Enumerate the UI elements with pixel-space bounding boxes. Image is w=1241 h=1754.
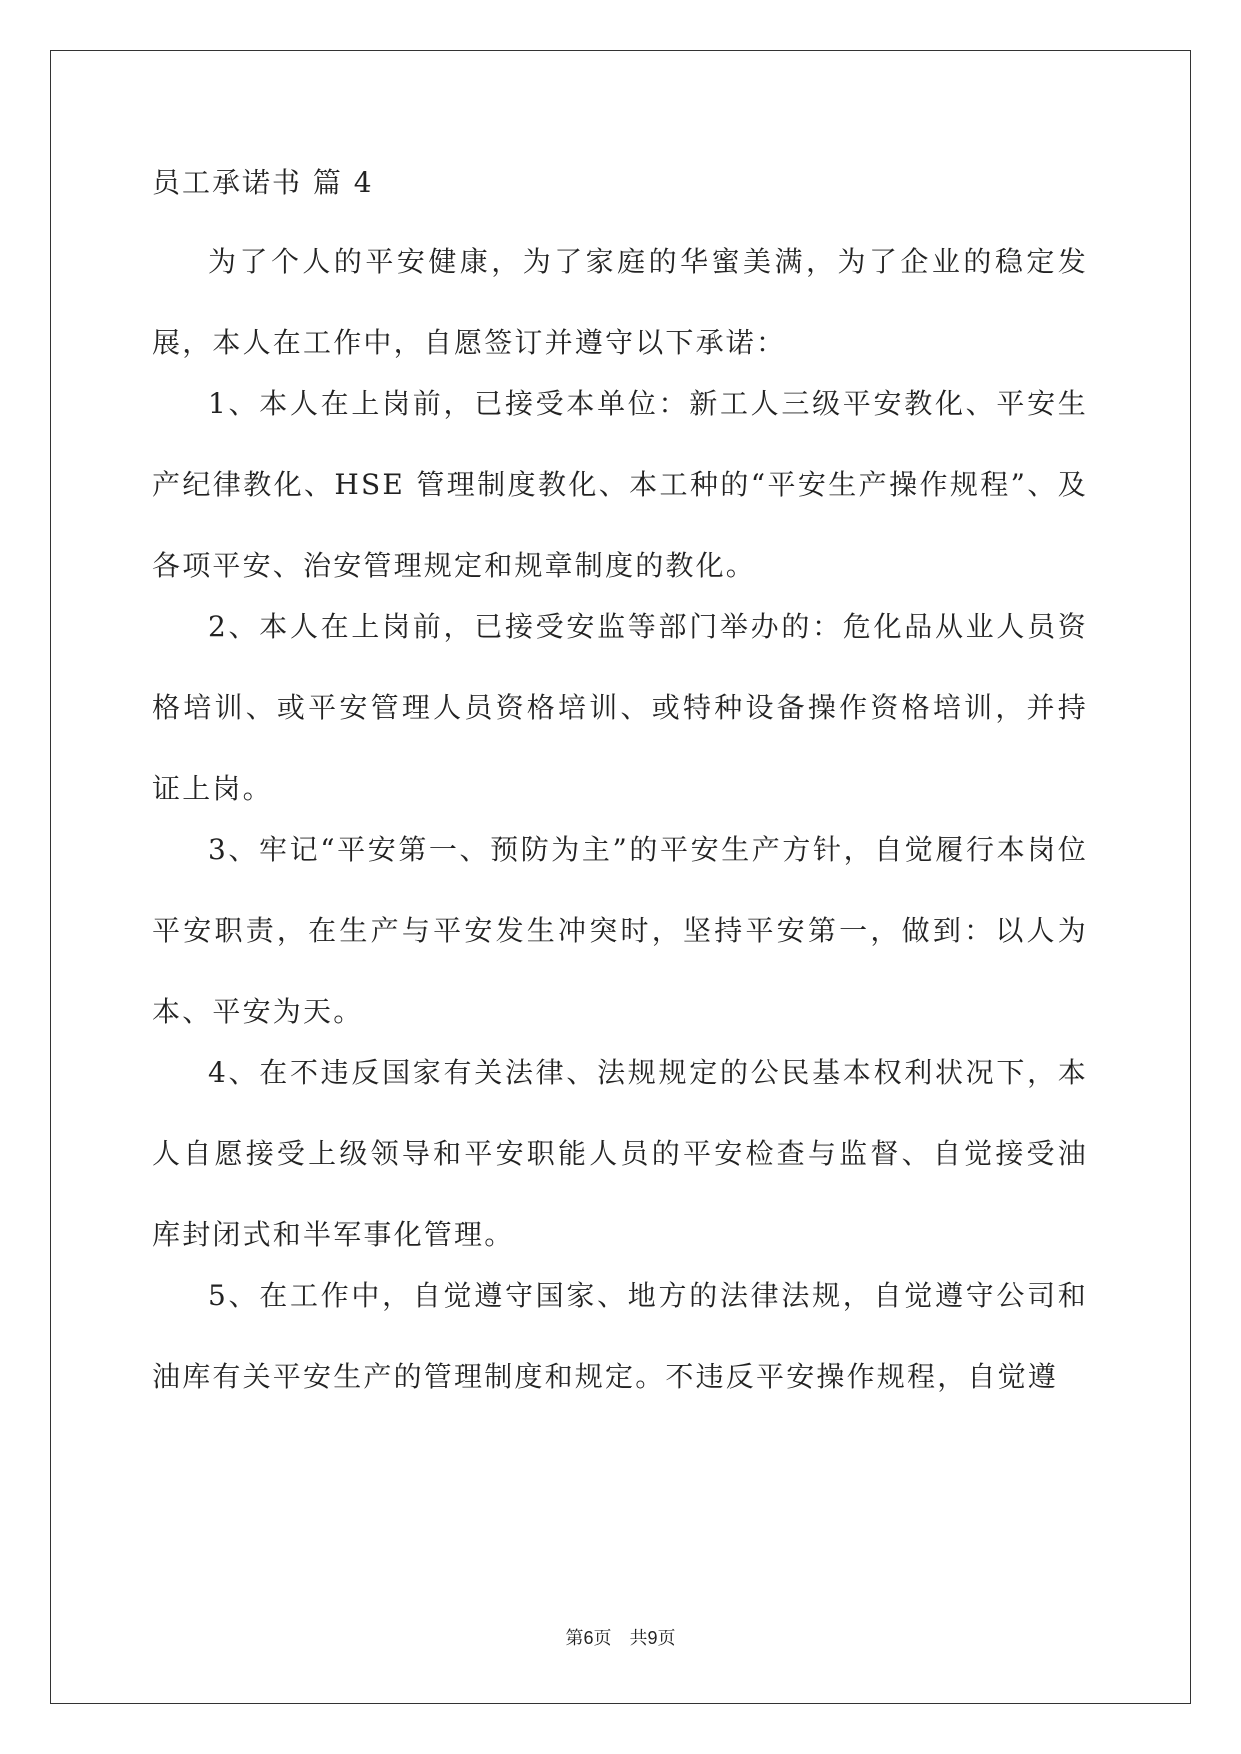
page-footer — [0, 1624, 1241, 1650]
page-prefix: 第 — [565, 1628, 584, 1649]
current-page-number: 6 — [583, 1628, 594, 1648]
page-unit: 页 — [593, 1628, 612, 1649]
document-title: 员工承诺书 篇 4 — [152, 166, 374, 199]
paragraph-intro: 为了个人的平安健康，为了家庭的华蜜美满，为了企业的稳定发展，本人在工作中，自愿签订并遵守以下承诺： — [152, 245, 1088, 359]
total-page-number: 9 — [647, 1628, 658, 1648]
paragraph-item-1: 1、本人在上岗前，已接受本单位：新工人三级平安教化、平安生产纪律教化、HSE 管理制度教化、本工种的“平安生产操作规程”、及各项平安、治安管理规定和规章制度的教化。 — [152, 387, 1088, 582]
document-body — [152, 163, 1088, 1417]
total-prefix: 共 — [629, 1628, 648, 1649]
paragraph-item-2: 2、本人在上岗前，已接受安监等部门举办的：危化品从业人员资格培训、或平安管理人员资格培训、或特种设备操作资格培训，并持证上岗。 — [152, 610, 1088, 805]
paragraph-item-5: 5、在工作中，自觉遵守国家、地方的法律法规，自觉遵守公司和油库有关平安生产的管理制度和规定。不违反平安操作规程，自觉遵 — [152, 1279, 1088, 1393]
paragraph-item-4: 4、在不违反国家有关法律、法规规定的公民基本权利状况下，本人自愿接受上级领导和平安职能人员的平安检查与监督、自觉接受油库封闭式和半军事化管理。 — [152, 1056, 1088, 1251]
paragraph-item-3: 3、牢记“平安第一、预防为主”的平安生产方针，自觉履行本岗位平安职责，在生产与平安发生冲突时，坚持平安第一，做到：以人为本、平安为天。 — [152, 833, 1088, 1028]
total-unit: 页 — [657, 1628, 676, 1649]
